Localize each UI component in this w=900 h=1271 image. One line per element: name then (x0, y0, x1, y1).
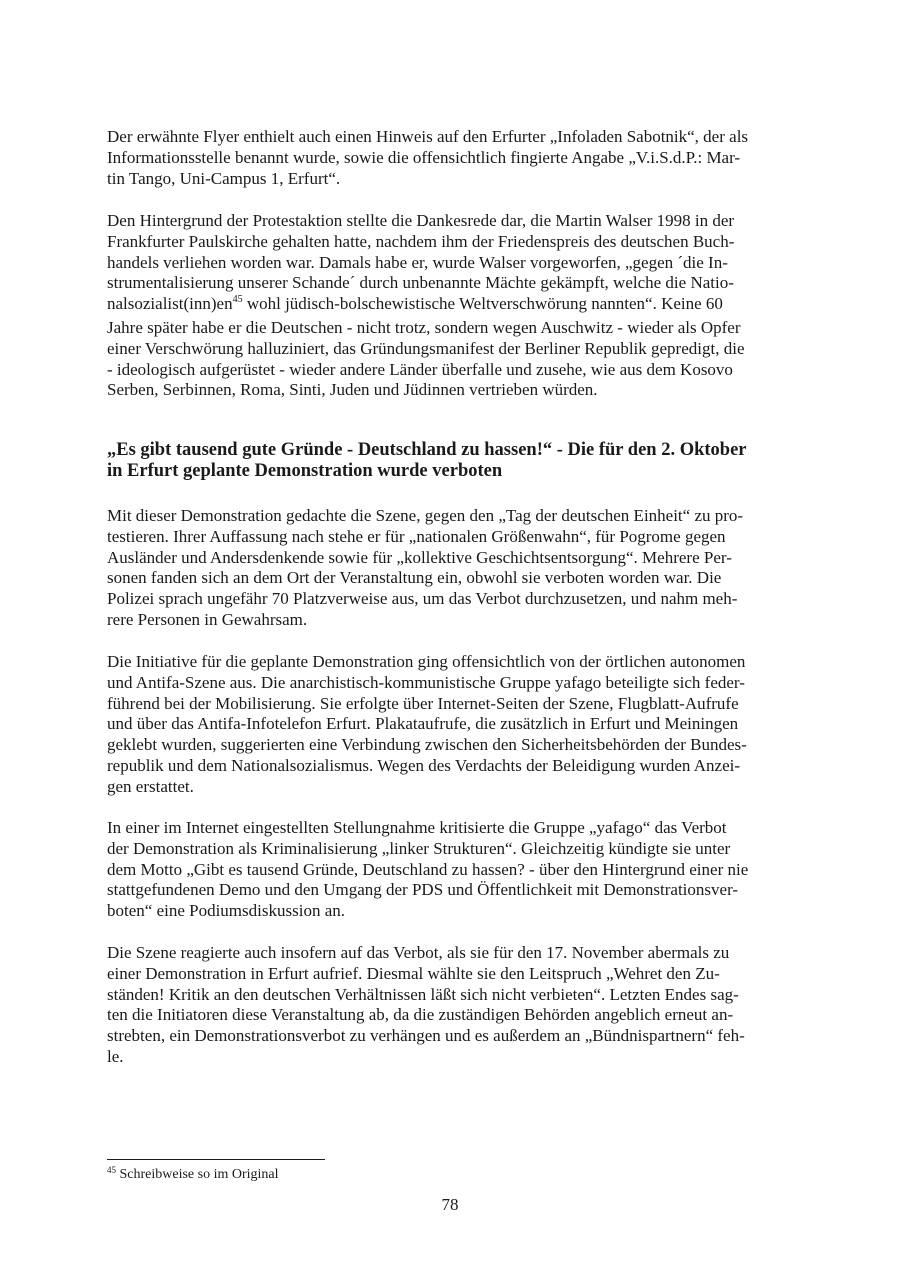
text-line: Der erwähnte Flyer enthielt auch einen Hinweis auf den Erfurter „Infoladen Sabotnik“, der als (107, 127, 749, 146)
paragraph-flyer (107, 127, 777, 189)
text-line: Frankfurter Paulskirche gehalten hatte, nachdem ihm der Friedenspreis des deutschen Buch- (107, 231, 735, 251)
heading-line: „Es gibt tausend gute Gründe - Deutschland zu hassen!“ - Die für den 2. Oktober (107, 440, 747, 460)
text-line: boten“ eine Podiumsdiskussion an. (107, 901, 345, 921)
text-line: Informationsstelle benannt wurde, sowie die offensichtlich fingierte Angabe „V.i.S.d.P.: Mar- (107, 147, 741, 167)
text-line: einer Verschwörung halluziniert, das Gründungsmanifest der Berliner Republik gepredigt, die (107, 338, 745, 358)
footnote (107, 1166, 279, 1184)
text-line: und Antifa-Szene aus. Die anarchistisch-kommunistische Gruppe yafago beteiligte sich feder- (107, 672, 745, 692)
text-line-with-footnote (107, 294, 777, 318)
text-line: Mit dieser Demonstration gedachte die Szene, gegen den „Tag der deutschen Einheit“ zu pro- (107, 506, 744, 525)
text-line: ten die Initiatoren diese Veranstaltung ab, da die zuständigen Behörden angeblich erneut an- (107, 1005, 734, 1025)
text-line: geklebt wurden, suggerierten eine Verbindung zwischen den Sicherheitsbehörden der Bundes- (107, 735, 747, 755)
paragraph-walser (107, 211, 777, 401)
text-line: le. (107, 1046, 124, 1066)
text-line: dem Motto „Gibt es tausend Gründe, Deutschland zu hassen? - über den Hintergrund einer nie (107, 859, 749, 879)
text-line: Serben, Serbinnen, Roma, Sinti, Juden und Jüdinnen vertrieben würden. (107, 380, 598, 400)
text-line: testieren. Ihrer Auffassung nach stehe er für „nationalen Größenwahn“, für Pogrome gegen (107, 526, 726, 546)
text-line: tin Tango, Uni-Campus 1, Erfurt“. (107, 168, 341, 188)
footnote-separator (107, 1159, 325, 1160)
paragraph-demonstration (107, 506, 777, 631)
text-line: einer Demonstration in Erfurt aufrief. Diesmal wählte sie den Leitspruch „Wehret den Zu- (107, 963, 720, 983)
text-segment: wohl jüdisch-bolschewistische Weltverschwörung nannten“. Keine 60 (242, 294, 723, 314)
text-line: Die Initiative für die geplante Demonstration ging offensichtlich von der örtlichen autonomen (107, 652, 746, 671)
text-line: strebten, ein Demonstrationsverbot zu verhängen und es außerdem an „Bündnispartnern“ feh- (107, 1026, 745, 1046)
footnote-number: 45 (107, 1165, 116, 1175)
text-line: In einer im Internet eingestellten Stellungnahme kritisierte die Gruppe „yafago“ das Verbot (107, 818, 727, 837)
text-line: rere Personen in Gewahrsam. (107, 609, 308, 629)
text-line: Polizei sprach ungefähr 70 Platzverweise aus, um das Verbot durchzusetzen, und nahm meh- (107, 589, 738, 609)
text-line: führend bei der Mobilisierung. Sie erfolgte über Internet-Seiten der Szene, Flugblatt-Aufrufe (107, 693, 739, 713)
page-number: 78 (441, 1195, 459, 1214)
text-line: Die Szene reagierte auch insofern auf das Verbot, als sie für den 17. November abermals zu (107, 943, 730, 962)
text-line: handels verliehen worden war. Damals habe er, wurde Walser vorgeworfen, „gegen ´die In- (107, 252, 728, 272)
text-line: - ideologisch aufgerüstet - wieder andere Länder überfalle und zusehe, wie aus dem Kosovo (107, 359, 733, 379)
footnote-marker: 45 (232, 294, 243, 306)
text-line: Jahre später habe er die Deutschen - nicht trotz, sondern wegen Auschwitz - wieder als Opfer (107, 317, 741, 337)
text-line: sonen fanden sich an dem Ort der Veranstaltung ein, obwohl sie verboten worden war. Die (107, 568, 722, 588)
text-line: Ausländer und Andersdenkende sowie für „kollektive Geschichtsentsorgung“. Mehrere Per- (107, 547, 732, 567)
text-line: republik und dem Nationalsozialismus. Wegen des Verdachts der Beleidigung wurden Anzei- (107, 755, 740, 775)
section-heading (107, 440, 797, 482)
text-line: und über das Antifa-Infotelefon Erfurt. Plakataufrufe, die zusätzlich in Erfurt und Meiningen (107, 714, 739, 734)
heading-line: in Erfurt geplante Demonstration wurde verboten (107, 461, 503, 481)
text-line: ständen! Kritik an den deutschen Verhältnissen läßt sich nicht verbieten“. Letzten Endes sag- (107, 984, 739, 1004)
paragraph-statement (107, 818, 777, 922)
text-line: der Demonstration als Kriminalisierung „linker Strukturen“. Gleichzeitig kündigte sie unter (107, 838, 731, 858)
text-line: strumentalisierung unserer Schande´ durch unbenannte Mächte gekämpft, welche die Natio- (107, 273, 734, 293)
paragraph-reaction (107, 943, 777, 1068)
footnote-text: Schreibweise so im Original (116, 1167, 279, 1182)
paragraph-initiative (107, 652, 777, 798)
text-line: stattgefundenen Demo und den Umgang der PDS und Öffentlichkeit mit Demonstrationsver- (107, 880, 739, 900)
text-line: gen erstattet. (107, 776, 194, 796)
text-line: Den Hintergrund der Protestaktion stellte die Dankesrede dar, die Martin Walser 1998 in der (107, 211, 735, 230)
text-segment: nalsozialist(inn)en (107, 294, 233, 314)
